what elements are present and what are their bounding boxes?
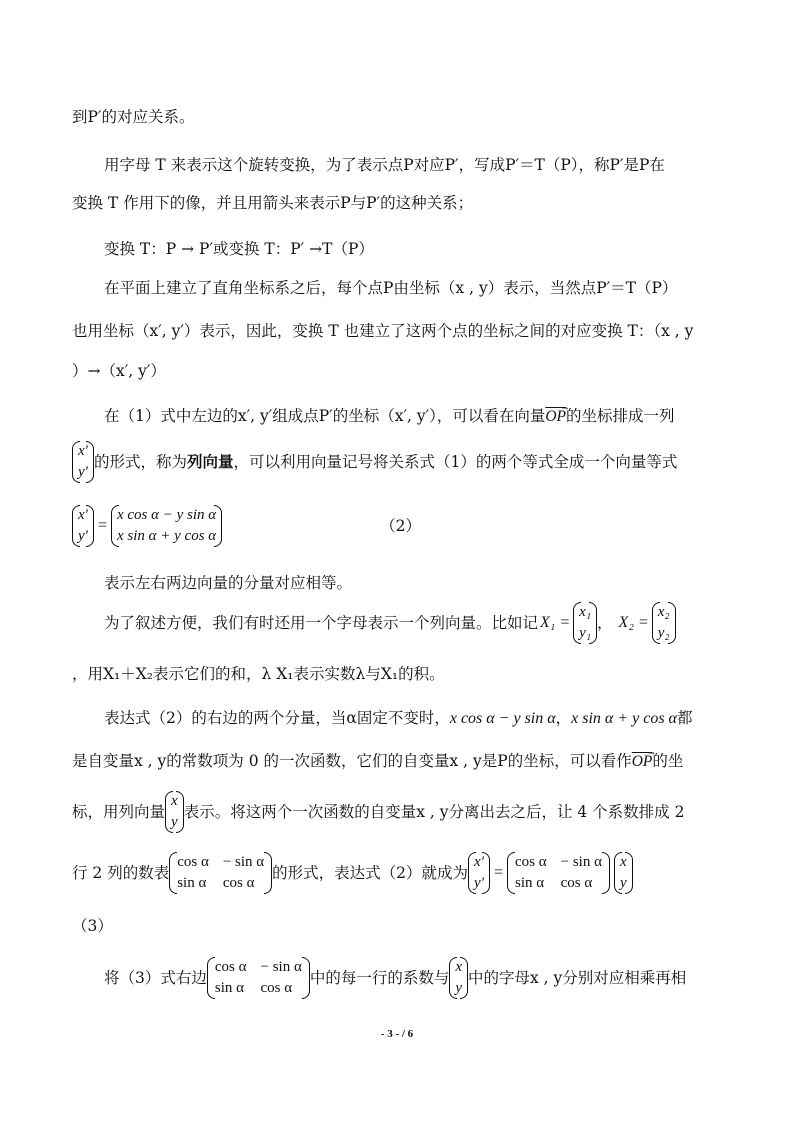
column-vector: x y <box>165 791 184 833</box>
bold-term: 列向量 <box>186 452 234 471</box>
column-vector: x′ y′ <box>72 441 94 483</box>
text-run: 的坐标排成一列 <box>566 407 675 425</box>
column-vector: x₂ y₂ <box>652 602 676 644</box>
equation-number: （2） <box>380 517 422 535</box>
text-line <box>104 957 686 999</box>
text-line: 到P′的对应关系。 <box>72 108 195 126</box>
text-line <box>104 602 676 644</box>
text-run: 的形式，称为 <box>93 453 187 471</box>
text-line <box>72 852 633 894</box>
vector-label: OP <box>545 408 567 425</box>
arrow-icon: → <box>560 402 571 413</box>
math-expr: x sin α + y cos α <box>571 710 677 727</box>
text-run: 在（1）式中左边的x′, y′组成点P′的坐标（x′, y′），可以看在向量 <box>104 407 546 425</box>
text-line <box>72 791 684 833</box>
text-run: 的形式，表达式（2）就成为 <box>272 864 469 882</box>
math-expr: x cos α − y sin α <box>449 710 556 727</box>
text-run: 中的每一行的系数与 <box>309 969 450 987</box>
text-run: 为了叙述方便，我们有时还用一个字母表示一个列向量。比如记 <box>104 614 539 632</box>
text-run: ，可以利用向量记号将关系式（1）的两个等式全成一个向量等式 <box>233 453 678 471</box>
column-vector: x cos α − y sin α x sin α + y cos α <box>111 505 222 547</box>
text-run: 中的字母x , y分别对应相乘再相 <box>468 969 687 987</box>
text-line: 在平面上建立了直角坐标系之后，每个点P由坐标（x , y）表示，当然点P′＝T（P） <box>104 279 678 297</box>
arrow-icon: → <box>646 747 657 758</box>
column-vector: x₁ y₁ <box>573 602 597 644</box>
rotation-matrix: cos α − sin α sin α cos α <box>207 957 310 999</box>
text-line: 用字母 T 来表示这个旋转变换，为了表示点P对应P′，写成P′＝T（P），称P′是P在 <box>104 156 665 174</box>
text-line: ）→（x′, y′） <box>72 362 166 380</box>
text-run: 表达式（2）的右边的两个分量，当α固定不变时， <box>104 709 450 727</box>
equals-sign: = <box>97 517 107 534</box>
equation-2 <box>72 505 421 547</box>
text-line: 变换 T 作用下的像，并且用箭头来表示P与P′的这种关系； <box>72 194 474 212</box>
text-line: 变换 T：P → P′或变换 T：P′ →T（P） <box>104 240 374 258</box>
text-run: 是自变量x , y的常数项为 0 的一次函数，它们的自变量x , y是P的坐标，可以看作 <box>72 752 632 770</box>
text-run: 将（3）式右边 <box>104 969 207 987</box>
rotation-matrix: cos α − sin α sin α cos α <box>169 852 272 894</box>
column-vector: x y <box>614 852 633 894</box>
page-number: - 3 - / 6 <box>380 1028 414 1040</box>
rotation-matrix: cos α − sin α sin α cos α <box>507 852 610 894</box>
text-line: ，用X₁＋X₂表示它们的和，λ X₁表示实数λ与X₁的积。 <box>72 665 445 683</box>
text-run: ， <box>597 614 613 632</box>
vector-label: OP <box>631 753 653 770</box>
text-line: 表达式（2）的右边的两个分量，当α固定不变时，x cos α − y sin α，x sin α + y cos α都 <box>104 709 693 727</box>
equation-number: （3） <box>72 917 113 935</box>
vector-op <box>631 747 657 770</box>
text-line <box>72 441 677 483</box>
column-vector: x y <box>449 957 468 999</box>
column-vector: x′ y′ <box>72 505 94 547</box>
text-run: 的坐 <box>652 752 684 770</box>
text-run: 行 2 列的数表 <box>72 864 170 882</box>
vector-op <box>545 402 571 425</box>
math-x2: X₂ = <box>618 614 649 631</box>
math-x1: X₁ = <box>540 614 571 631</box>
text-line <box>104 402 675 428</box>
text-run: 标，用列向量 <box>72 803 166 821</box>
text-line: 也用坐标（x′, y′）表示，因此，变换 T 也建立了这两个点的坐标之间的对应变换 T：（x , y <box>72 322 694 340</box>
text-run: 都 <box>676 709 693 727</box>
text-line: 表示左右两边向量的分量对应相等。 <box>104 574 353 592</box>
text-run: 表示。将这两个一次函数的自变量x , y分离出去之后，让 4 个系数排成 2 <box>183 803 685 821</box>
text-line <box>72 747 684 773</box>
equals-sign: = <box>493 864 504 881</box>
column-vector: x′ y′ <box>468 852 490 894</box>
